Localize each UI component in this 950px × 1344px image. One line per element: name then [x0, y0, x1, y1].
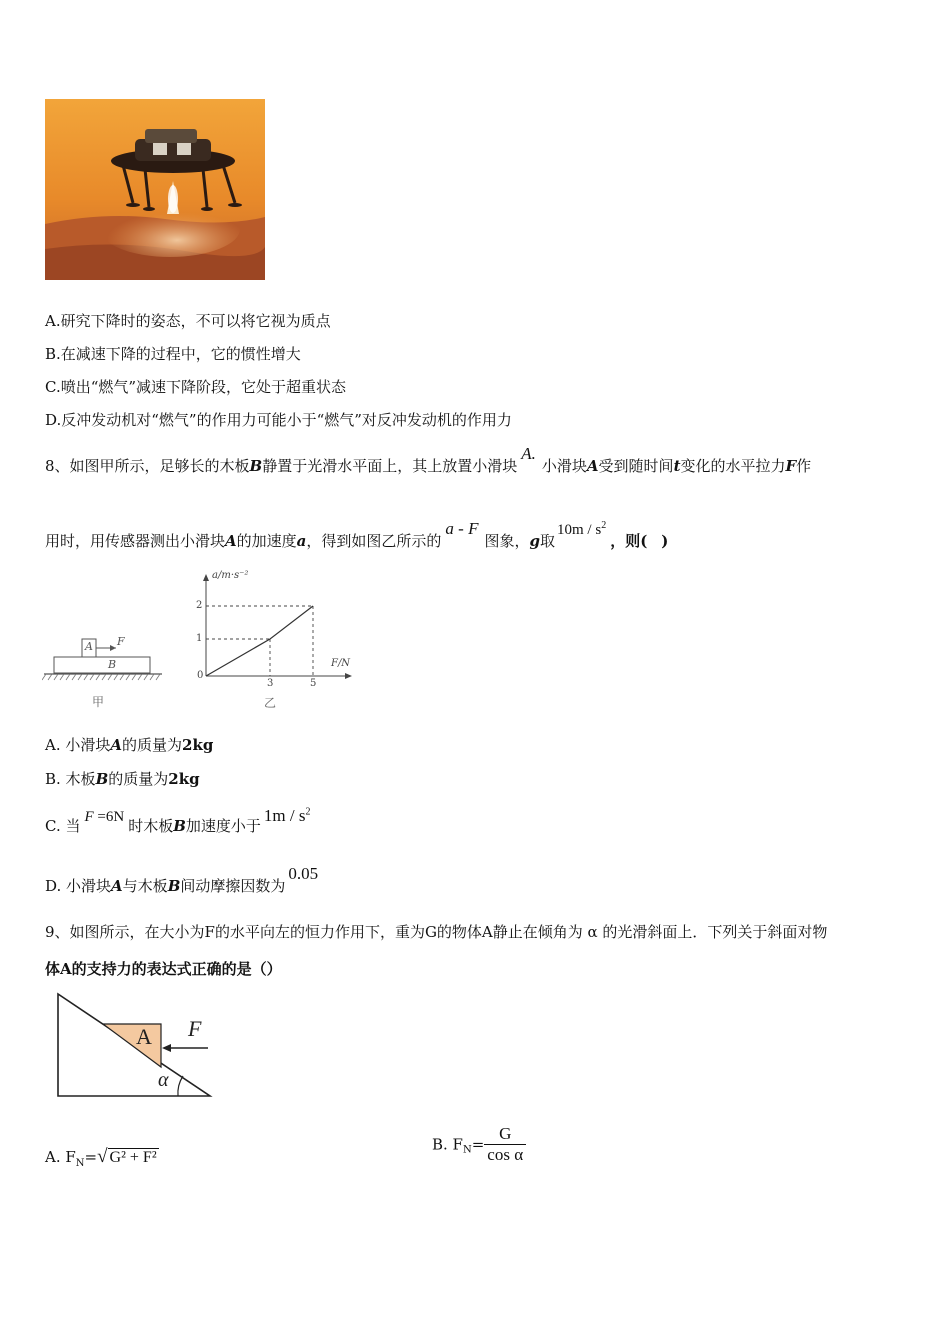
- q8-opt-f-equation: [84, 809, 124, 825]
- q8-opt-text: D. 小滑块: [45, 877, 112, 895]
- q8-text: 用时，用传感器测出小滑块: [45, 532, 226, 550]
- q9-option-b: [432, 1124, 526, 1165]
- fig-jia-label-a: A: [85, 640, 93, 653]
- q8-var-a: A: [225, 532, 237, 550]
- q8-var-a-formula: A.: [521, 444, 536, 463]
- q8-option-a: [45, 734, 213, 755]
- q8-text: 的加速度: [236, 532, 297, 550]
- q8-stem-line1: [45, 444, 812, 476]
- q9-block-label: A: [136, 1024, 152, 1049]
- q8-opt-text: 与木板: [122, 877, 168, 895]
- q7-option-a: A.研究下降时的姿态，不可以将它视为质点: [45, 312, 331, 330]
- q9-opt-b-num: G: [484, 1124, 526, 1145]
- q8-opt-f-value: =6N: [97, 809, 125, 825]
- q8-var-g: g: [529, 532, 540, 550]
- q9-force-label: F: [188, 1016, 202, 1041]
- q8-opt-var: A: [110, 736, 123, 754]
- q8-g-value-text: 10m / s: [557, 522, 602, 538]
- sqrt-icon: √: [97, 1146, 108, 1167]
- q8-opt-text: 的质量为: [122, 736, 183, 754]
- q8-option-d: [45, 864, 319, 896]
- q8-var-f: F: [785, 457, 797, 475]
- fig-yi-xtick-3: 3: [267, 678, 274, 689]
- q8-opt-f: F: [84, 809, 94, 825]
- q8-text: 8、如图甲所示，足够长的木板: [45, 457, 250, 475]
- q8-var-t: t: [673, 457, 681, 475]
- q8-figure-yi: [190, 568, 360, 713]
- q9-option-a: [45, 1146, 159, 1169]
- q8-text: 小滑块: [541, 457, 587, 475]
- q8-text: 受到随时间: [598, 457, 674, 475]
- mars-lander-image: [45, 99, 265, 280]
- q9-opt-a-eq: =: [84, 1148, 98, 1166]
- q8-text: 静置于光滑水平面上，其上放置小滑块: [262, 457, 518, 475]
- fig-yi-ylabel: a/m·s⁻²: [212, 570, 249, 581]
- q8-text: ): [661, 532, 669, 550]
- q8-option-b: [45, 768, 200, 789]
- q8-opt-value: 2kg: [168, 770, 200, 788]
- q8-text: 变化的水平拉力: [680, 457, 786, 475]
- q8-text: ，则(: [610, 532, 648, 550]
- q8-opt-var: B: [95, 770, 109, 788]
- fig-yi-caption: 乙: [264, 696, 277, 710]
- q8-text: ，得到如图乙所示的: [306, 532, 442, 550]
- fig-jia-caption: 甲: [92, 695, 105, 709]
- q8-text: 取: [539, 532, 555, 550]
- fig-jia-label-f: F: [117, 635, 125, 648]
- q8-opt-text: B. 木板: [45, 770, 96, 788]
- q8-opt-accel-exp: 2: [305, 806, 311, 818]
- q8-opt-var: B: [167, 877, 181, 895]
- q9-stem-line2: 体A的支持力的表达式正确的是（）: [45, 960, 282, 978]
- q8-opt-text: C. 当: [45, 817, 81, 835]
- q8-opt-text: 的质量为: [108, 770, 169, 788]
- q8-var-a: A: [586, 457, 599, 475]
- q8-opt-value: 2kg: [182, 736, 214, 754]
- q9-opt-a-label: A. F: [45, 1148, 76, 1166]
- q8-a-f-formula: a - F: [445, 519, 479, 538]
- q8-opt-accel-text: 1m / s: [263, 806, 306, 825]
- q8-stem-line2: [45, 519, 669, 551]
- q8-opt-text: 加速度小于: [185, 817, 261, 835]
- q8-text: 作: [796, 457, 812, 475]
- q9-opt-b-sub: N: [462, 1144, 472, 1156]
- q9-opt-b-label: B. F: [432, 1135, 463, 1154]
- q8-opt-mu: 0.05: [288, 864, 319, 883]
- q8-g-value: [557, 522, 606, 538]
- q8-var-accel: a: [296, 532, 307, 550]
- q7-option-b: B.在减速下降的过程中，它的惯性增大: [45, 345, 301, 363]
- q8-opt-text: A. 小滑块: [45, 736, 111, 754]
- q8-option-c: [45, 806, 311, 836]
- q9-incline-figure: [50, 990, 220, 1102]
- q8-text: 图象，: [484, 532, 530, 550]
- q8-opt-text: 时木板: [128, 817, 174, 835]
- a-f-graph-line: [206, 606, 313, 676]
- q7-option-d: D.反冲发动机对“燃气”的作用力可能小于“燃气”对反冲发动机的作用力: [45, 411, 512, 429]
- fig-jia-label-b: B: [108, 658, 117, 671]
- q8-figure-jia: [42, 595, 172, 715]
- fig-yi-origin: 0: [197, 670, 204, 681]
- q9-opt-b-eq: =: [471, 1135, 485, 1154]
- q7-option-c: C.喷出“燃气”减速下降阶段，它处于超重状态: [45, 378, 347, 396]
- q8-opt-text: 间动摩擦因数为: [180, 877, 286, 895]
- q8-g-exp: 2: [601, 520, 607, 531]
- fig-yi-xtick-5: 5: [310, 678, 317, 689]
- fig-yi-ytick-2: 2: [196, 600, 203, 611]
- q9-angle-label: α: [158, 1069, 169, 1091]
- q8-var-b: B: [249, 457, 263, 475]
- q9-stem-line1: 9、如图所示，在大小为F的水平向左的恒力作用下，重为G的物体A静止在倾角为 α 的光滑斜面上．下列关于斜面对物: [45, 923, 828, 941]
- fig-yi-ytick-1: 1: [196, 633, 203, 644]
- q8-opt-var: A: [111, 877, 123, 895]
- q9-opt-a-radicand: G² + F²: [109, 1149, 157, 1166]
- fig-yi-xlabel: F/N: [331, 658, 351, 669]
- q9-opt-a-sub: N: [75, 1158, 85, 1169]
- q8-opt-accel: [264, 806, 311, 825]
- q8-opt-var: B: [173, 817, 186, 835]
- q9-opt-b-den: cos α: [487, 1145, 524, 1164]
- q9-opt-b-fraction: [484, 1124, 526, 1165]
